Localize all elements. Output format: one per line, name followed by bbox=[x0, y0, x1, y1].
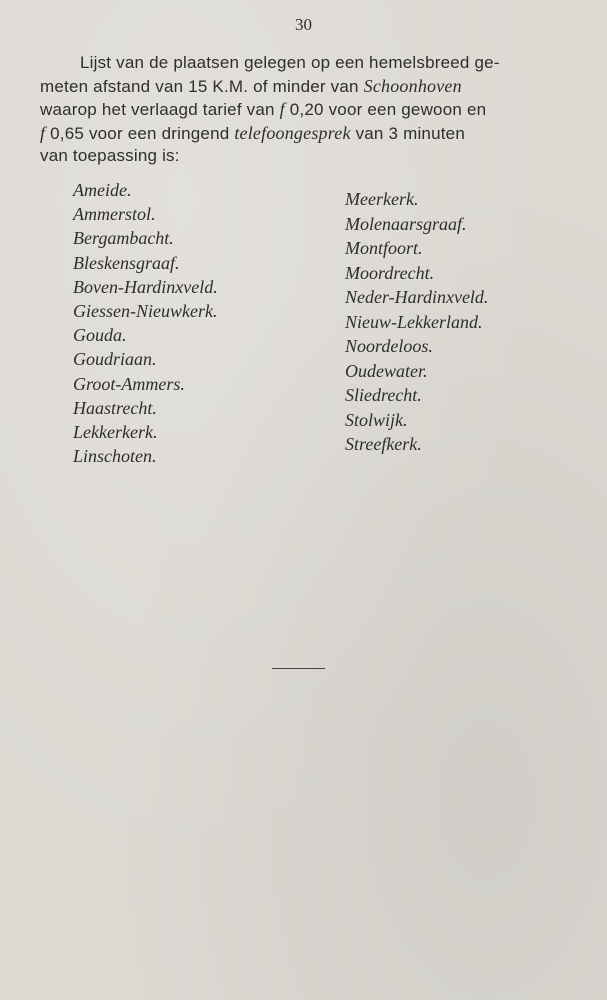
place-name: Gouda. bbox=[73, 325, 127, 346]
place-name: Ammerstol. bbox=[73, 204, 156, 225]
place-name: Lekkerkerk. bbox=[73, 422, 158, 443]
place-name: Ameide. bbox=[73, 180, 132, 200]
intro-line-1 bbox=[40, 52, 566, 75]
place-name: Oudewater. bbox=[345, 360, 428, 381]
place-name: Molenaarsgraaf. bbox=[345, 213, 467, 234]
place-name: Bleskensgraaf. bbox=[73, 252, 180, 273]
place-name: Moordrecht. bbox=[345, 262, 435, 283]
intro-line-4 bbox=[40, 122, 566, 146]
places-list-right bbox=[345, 187, 488, 457]
place-name: Nieuw-Lekkerland. bbox=[345, 311, 483, 332]
intro-paragraph bbox=[40, 52, 566, 168]
place-name: Neder-Hardinxveld. bbox=[345, 287, 489, 307]
place-name: Stolwijk. bbox=[345, 409, 408, 430]
place-name: Streefkerk. bbox=[345, 434, 422, 454]
place-name: Groot-Ammers. bbox=[73, 373, 185, 394]
page-number: 30 bbox=[295, 15, 312, 34]
intro-text: Lijst van de plaatsen gelegen op een hemelsbreed ge- bbox=[80, 53, 500, 72]
places-list-left bbox=[73, 178, 218, 468]
intro-text: van 3 minuten bbox=[355, 123, 465, 143]
place-name: Linschoten. bbox=[73, 446, 157, 467]
intro-line-5 bbox=[40, 145, 566, 168]
place-name: Sliedrecht. bbox=[345, 385, 422, 405]
place-name: Haastrecht. bbox=[73, 397, 157, 418]
intro-text: 0,20 voor een gewoon en bbox=[289, 100, 487, 119]
place-name: Meerkerk. bbox=[345, 189, 419, 209]
place-name: Goudriaan. bbox=[73, 349, 157, 370]
florin-symbol: f bbox=[40, 122, 46, 143]
intro-text: meten afstand van 15 K.M. of minder van bbox=[40, 76, 359, 96]
place-name: Bergambacht. bbox=[73, 228, 174, 249]
intro-italic-term: telefoongesprek bbox=[234, 122, 351, 143]
intro-line-2 bbox=[40, 75, 566, 99]
place-name: Noordeloos. bbox=[345, 336, 433, 356]
florin-symbol: f bbox=[279, 99, 285, 119]
place-name: Boven-Hardinxveld. bbox=[73, 276, 218, 297]
intro-line-3 bbox=[40, 98, 566, 122]
intro-italic-place: Schoonhoven bbox=[363, 75, 462, 96]
place-name: Montfoort. bbox=[345, 238, 423, 258]
intro-text: van toepassing is: bbox=[40, 146, 180, 165]
intro-text: 0,65 voor een dringend bbox=[50, 123, 230, 143]
place-name: Giessen-Nieuwkerk. bbox=[73, 301, 218, 322]
intro-text: waarop het verlaagd tarief van bbox=[40, 100, 275, 119]
section-divider bbox=[272, 668, 325, 669]
